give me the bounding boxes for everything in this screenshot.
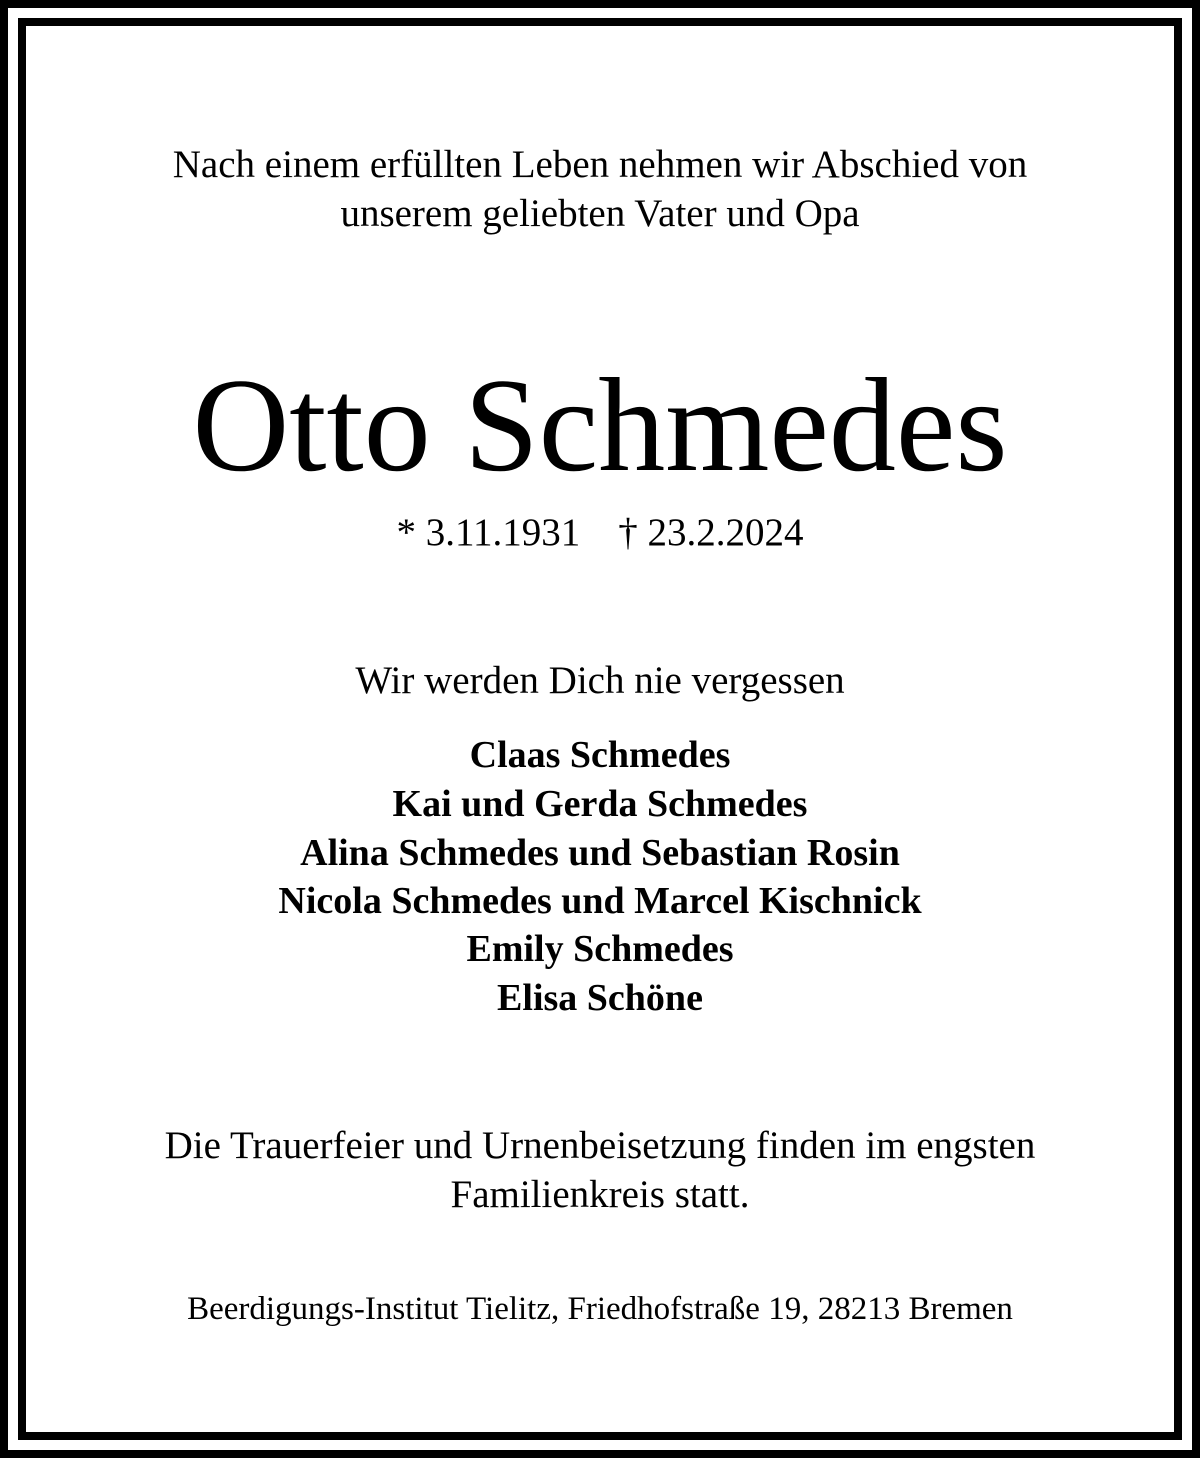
motto: Wir werden Dich nie vergessen	[355, 659, 845, 702]
intro-line-2: unserem geliebten Vater und Opa	[340, 192, 860, 235]
intro-line-1: Nach einem erfüllten Leben nehmen wir Abschied von	[172, 143, 1028, 186]
deceased-name: Otto Schmedes	[192, 351, 1008, 499]
ceremony-line-1: Die Trauerfeier und Urnenbeisetzung finden im engsten	[164, 1124, 1036, 1167]
family-member-5: Emily Schmedes	[466, 928, 734, 970]
family-member-1: Claas Schmedes	[469, 734, 731, 776]
family-member-4: Nicola Schmedes und Marcel Kischnick	[278, 880, 922, 922]
death-date: † 23.2.2024	[618, 511, 804, 554]
family-member-6: Elisa Schöne	[497, 977, 703, 1019]
ceremony-line-2: Familienkreis statt.	[450, 1173, 750, 1216]
life-dates	[0, 513, 1200, 552]
birth-date: * 3.11.1931	[396, 511, 581, 554]
family-member-2: Kai und Gerda Schmedes	[392, 783, 808, 825]
family-member-3: Alina Schmedes und Sebastian Rosin	[300, 832, 900, 874]
undertaker-info: Beerdigungs-Institut Tielitz, Friedhofstraße 19, 28213 Bremen	[187, 1291, 1013, 1327]
